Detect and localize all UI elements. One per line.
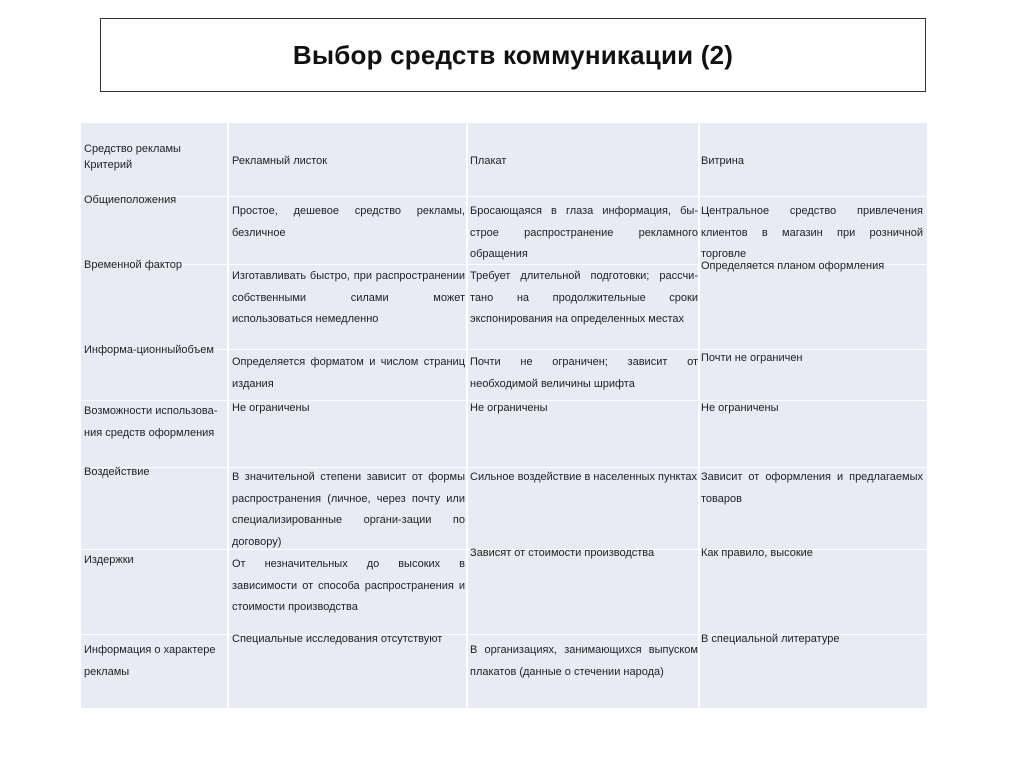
- row3-col2: Почти не ограничен; зависит от необходимой величины шрифта: [470, 356, 698, 390]
- row6-criterion: Издержки: [84, 554, 134, 566]
- row2-criterion: Временной фактор: [84, 259, 182, 271]
- row1-col1: Простое, дешевое средство рекламы, безличное: [232, 205, 465, 239]
- row1-col2: Бросающаяся в глаза информация, бы-строе распространение рекламного обращения: [470, 205, 698, 260]
- row5-col2: Сильное воздействие в населенных пунктах: [470, 471, 697, 483]
- header-col2: Плакат: [470, 155, 507, 167]
- row5-col1: В значительной степени зависит от формы распространения (личное, через почту или специализированные органи-зации по договору): [232, 471, 465, 548]
- row4-col3: Не ограничены: [701, 402, 779, 414]
- row3-col3: Почти не ограничен: [701, 352, 803, 364]
- row2-col1: Изготавливать быстро, при распространении собственными силами может использоваться немедленно: [232, 270, 465, 325]
- row6-col2: Зависят от стоимости производства: [470, 547, 655, 559]
- slide-title: Выбор средств коммуникации (2): [292, 39, 734, 70]
- row3-criterion: Информа-ционныйобъем: [84, 344, 214, 356]
- header-col3: Витрина: [701, 155, 744, 167]
- row6-col3: Как правило, высокие: [701, 547, 813, 559]
- row2-col3: Определяется планом оформления: [701, 260, 885, 272]
- title-box: [100, 18, 926, 92]
- column-divider: [227, 123, 229, 708]
- header-col1: Рекламный листок: [232, 155, 328, 167]
- row7-criterion: Информация о характере рекламы: [84, 644, 216, 678]
- row5-col3: Зависит от оформления и предлагаемых товаров: [701, 471, 923, 505]
- row1-col3: Центральное средство привлечения клиентов в магазин при розничной торговле: [701, 205, 923, 260]
- header-label-bottom: Критерий: [84, 159, 133, 171]
- row7-col3: В специальной литературе: [701, 633, 840, 645]
- row7-col1: Специальные исследования отсутствуют: [232, 633, 443, 645]
- comparison-table: [81, 123, 927, 708]
- header-criterion-cell: [84, 141, 226, 173]
- row3-col1: Определяется форматом и числом страниц издания: [232, 356, 465, 390]
- column-divider: [466, 123, 468, 708]
- row4-col1: Не ограничены: [232, 402, 310, 414]
- row6-col1: От незначительных до высоких в зависимости от способа распространения и стоимости производства: [232, 558, 465, 613]
- row2-col2: Требует длительной подготовки; рассчи-тано на продолжительные сроки экспонирования на определенных местах: [470, 270, 698, 325]
- row5-criterion: Воздействие: [84, 466, 150, 478]
- row4-col2: Не ограничены: [470, 402, 548, 414]
- header-label-top: Средство рекламы: [84, 143, 181, 155]
- row4-criterion: Возможности использова-ния средств оформления: [84, 405, 218, 439]
- column-divider: [698, 123, 700, 708]
- row7-col2: В организациях, занимающихся выпуском плакатов (данные о стечении народа): [470, 644, 698, 678]
- row1-criterion: Общиеположения: [84, 194, 177, 206]
